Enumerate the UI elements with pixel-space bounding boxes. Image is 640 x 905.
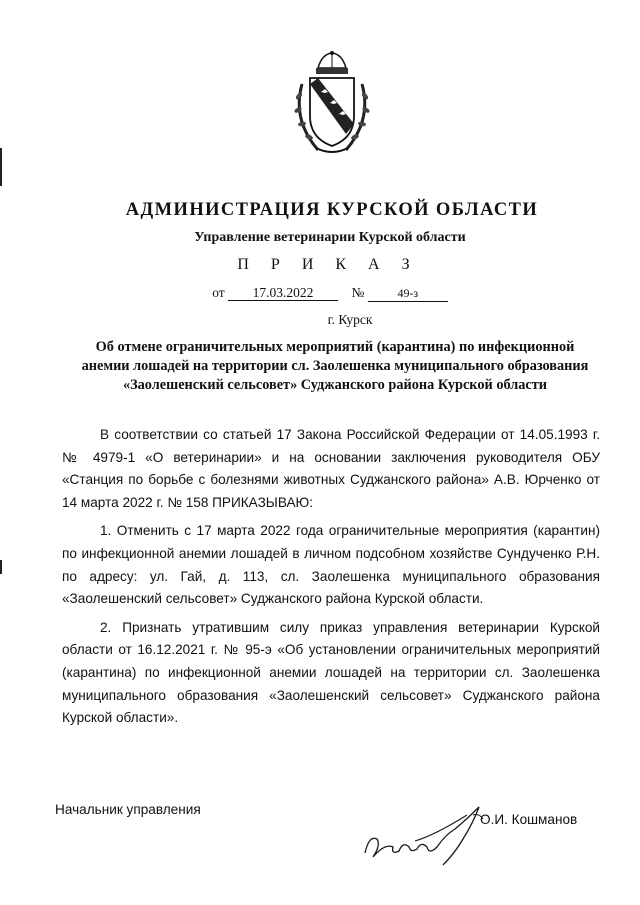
date-prefix: от — [212, 285, 225, 300]
body-paragraph: В соответствии со статьей 17 Закона Российской Федерации от 14.05.1993 г. № 4979-1 «О ветеринарии» и на основании заключения руководителя ОБУ «Станция по борьбе с болезнями животных Суджанского района» А.В. Юрченко от 14 марта 2022 г. № 158 ПРИКАЗЫВАЮ: — [62, 427, 600, 510]
order-date-number-line — [10, 285, 640, 302]
coat-of-arms-icon — [288, 50, 376, 158]
department-name: Управление ветеринарии Курской области — [194, 230, 466, 245]
number-prefix: № — [351, 285, 365, 300]
body-paragraph: 2. Признать утратившим силу приказ управления ветеринарии Курской области от 16.12.2021 г. № 95-э «Об установлении ограничительных мероприятий (карантина) по инфекционной анемии лошадей на территории сл. Заолешенка муниципального образования «Заолешенский сельсовет» Суджанского района Курской области». — [62, 619, 600, 726]
document-type: П Р И К А З — [237, 256, 419, 273]
order-number: 49-з — [368, 286, 448, 302]
signatory-position: Начальник управления — [55, 802, 201, 817]
handwritten-signature — [355, 795, 505, 870]
scan-edge-mark — [0, 148, 2, 186]
agency-name: АДМИНИСТРАЦИЯ КУРСКОЙ ОБЛАСТИ — [125, 200, 539, 220]
city: г. Курск — [327, 312, 373, 327]
document-body — [62, 424, 600, 736]
scan-edge-mark — [0, 560, 2, 574]
body-paragraph: 1. Отменить с 17 марта 2022 года ограничительные мероприятия (карантин) по инфекционной анемии лошадей в личном подсобном хозяйстве Сундученко Р.Н. по адресу: ул. Гай, д. 113, сл. Заолешенка муниципального образования «Заолешенский сельсовет» Суджанского района Курской области. — [62, 523, 600, 607]
signatory-name: О.И. Кошманов — [480, 812, 578, 827]
document-title: Об отмене ограничительных мероприятий (карантина) по инфекционной анемии лошадей на территории сл. Заолешенка муниципального образования «Заолешенский сельсовет» Суджанского района Курской области — [81, 339, 589, 393]
order-date: 17.03.2022 — [228, 285, 338, 301]
